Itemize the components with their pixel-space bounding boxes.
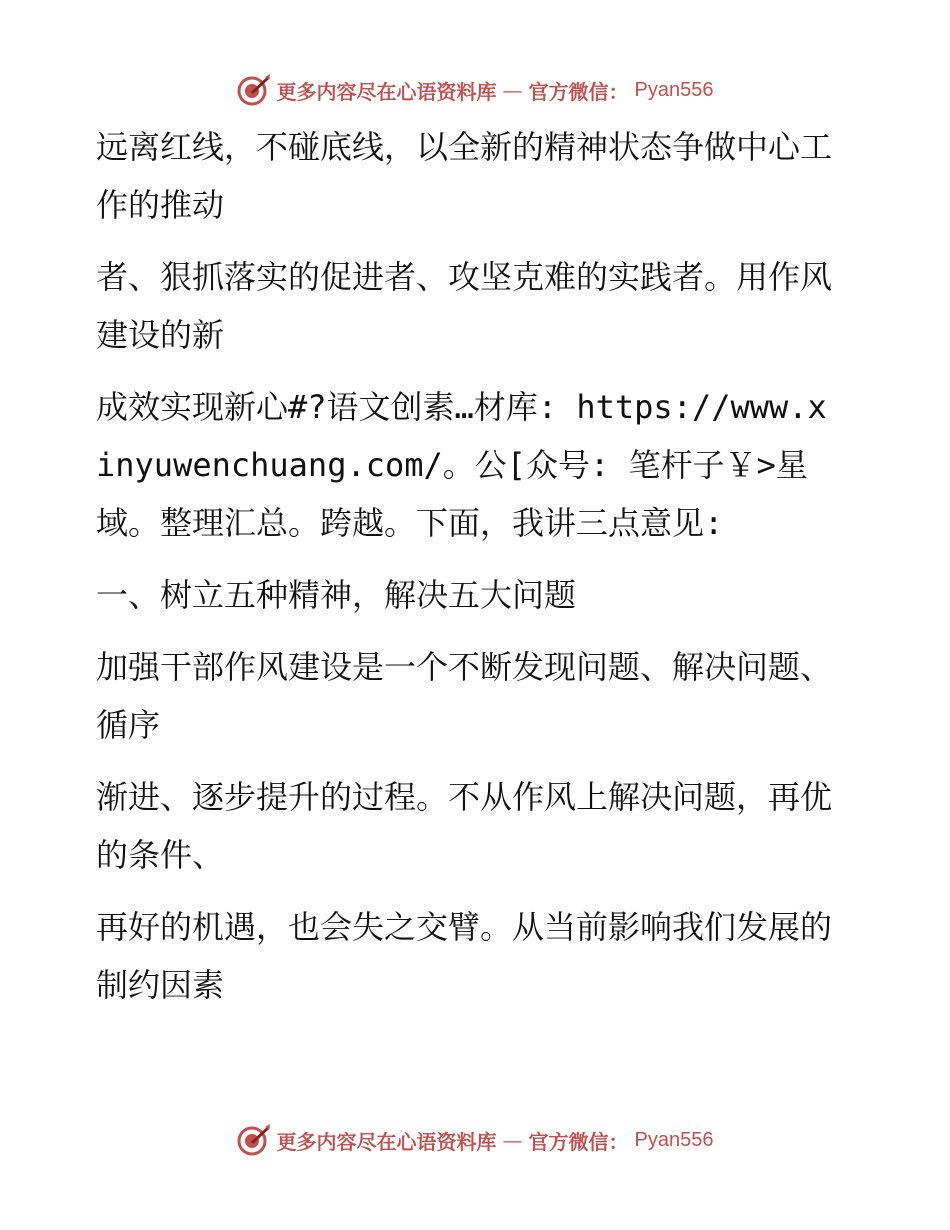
quill-pen-seal-icon: [237, 73, 271, 107]
banner-separator: —: [502, 1128, 523, 1152]
banner-separator: —: [502, 78, 523, 102]
document-body: [96, 118, 836, 1028]
banner-slogan: 更多内容尽在心语资料库: [276, 79, 497, 104]
paragraph-5: 加强干部作风建设是一个不断发现问题、解决问题、循序: [96, 648, 833, 744]
paragraph-7: 再好的机遇，也会失之交臂。从当前影响我们发展的制约因素: [96, 908, 833, 1004]
banner-slogan: 更多内容尽在心语资料库: [276, 1129, 497, 1154]
paragraph-6: 渐进、逐步提升的过程。不从作风上解决问题，再优的条件、: [96, 778, 833, 874]
paragraph-3: 成效实现新心#?语文创素…材库: https://www.xinyuwenchuang.com/。公[众号: 笔杆子￥>星域。整理汇总。跨越。下面，我讲三点意见:: [96, 388, 827, 542]
banner-account-label: 官方微信：: [528, 79, 629, 104]
header-banner: [0, 70, 950, 110]
paragraph-2: 者、狠抓落实的促进者、攻坚克难的实践者。用作风建设的新: [96, 258, 833, 354]
banner-account: Pyan556: [634, 1128, 714, 1151]
banner-account: Pyan556: [634, 78, 714, 101]
footer-banner: [0, 1120, 950, 1160]
paragraph-4: 一、树立五种精神，解决五大问题: [96, 576, 577, 614]
quill-pen-seal-icon: [237, 1123, 271, 1157]
banner-account-label: 官方微信：: [528, 1129, 629, 1154]
paragraph-1: 远离红线，不碰底线，以全新的精神状态争做中心工作的推动: [96, 128, 833, 224]
